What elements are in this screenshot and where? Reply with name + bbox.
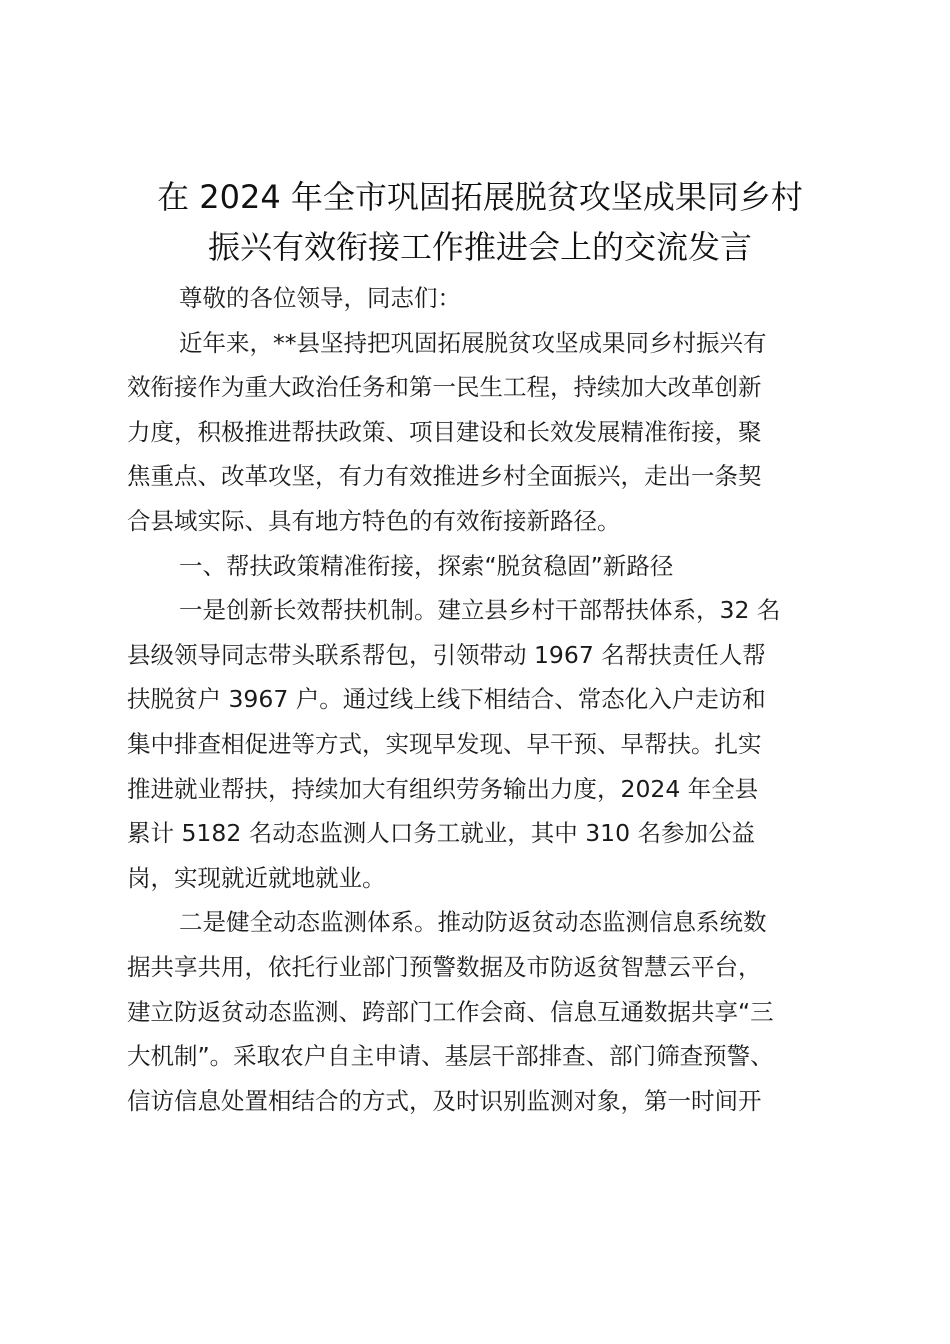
document-title <box>110 172 850 272</box>
paragraph-line: 扶脱贫户 3967 户。通过线上线下相结合、常态化入户走访和 <box>127 685 766 714</box>
paragraph-line: 累计 5182 名动态监测人口务工就业，其中 310 名参加公益 <box>127 819 756 848</box>
paragraph-line: 力度，积极推进帮扶政策、项目建设和长效发展精准衔接，聚 <box>127 417 762 446</box>
paragraph-line: 推进就业帮扶，持续加大有组织劳务输出力度，2024 年全县 <box>127 774 759 803</box>
paragraph-line: 大机制”。采取农户自主申请、基层干部排查、部门筛查预警、 <box>127 1042 774 1071</box>
paragraph-line: 县级领导同志带头联系帮包，引领带动 1967 名帮扶责任人帮 <box>127 640 766 669</box>
paragraph-line: 近年来，**县坚持把巩固拓展脱贫攻坚成果同乡村振兴有 <box>179 328 767 357</box>
paragraph-line: 焦重点、改革攻坚，有力有效推进乡村全面振兴，走出一条契 <box>127 462 762 491</box>
paragraph-line: 集中排查相促进等方式，实现早发现、早干预、早帮扶。扎实 <box>127 729 762 758</box>
paragraph-line: 一是创新长效帮扶机制。建立县乡村干部帮扶体系，32 名 <box>179 596 781 625</box>
paragraph-line: 二是健全动态监测体系。推动防返贫动态监测信息系统数 <box>179 908 767 937</box>
section-heading: 一、帮扶政策精准衔接，探索“脱贫稳固”新路径 <box>179 551 674 580</box>
salutation: 尊敬的各位领导，同志们： <box>179 284 461 312</box>
paragraph-line: 建立防返贫动态监测、跨部门工作会商、信息互通数据共享“三 <box>127 997 774 1026</box>
paragraph-line: 合县域实际、具有地方特色的有效衔接新路径。 <box>127 506 621 535</box>
paragraph-line: 岗，实现就近就地就业。 <box>127 863 386 892</box>
title-line-2: 振兴有效衔接工作推进会上的交流发言 <box>207 228 752 266</box>
paragraph-line: 据共享共用，依托行业部门预警数据及市防返贫智慧云平台， <box>127 952 762 981</box>
paragraph-line: 信访信息处置相结合的方式，及时识别监测对象，第一时间开 <box>127 1086 762 1115</box>
title-line-1: 在 2024 年全市巩固拓展脱贫攻坚成果同乡村 <box>157 178 803 216</box>
paragraph-line: 效衔接作为重大政治任务和第一民生工程，持续加大改革创新 <box>127 373 762 402</box>
document-body <box>127 276 827 1123</box>
